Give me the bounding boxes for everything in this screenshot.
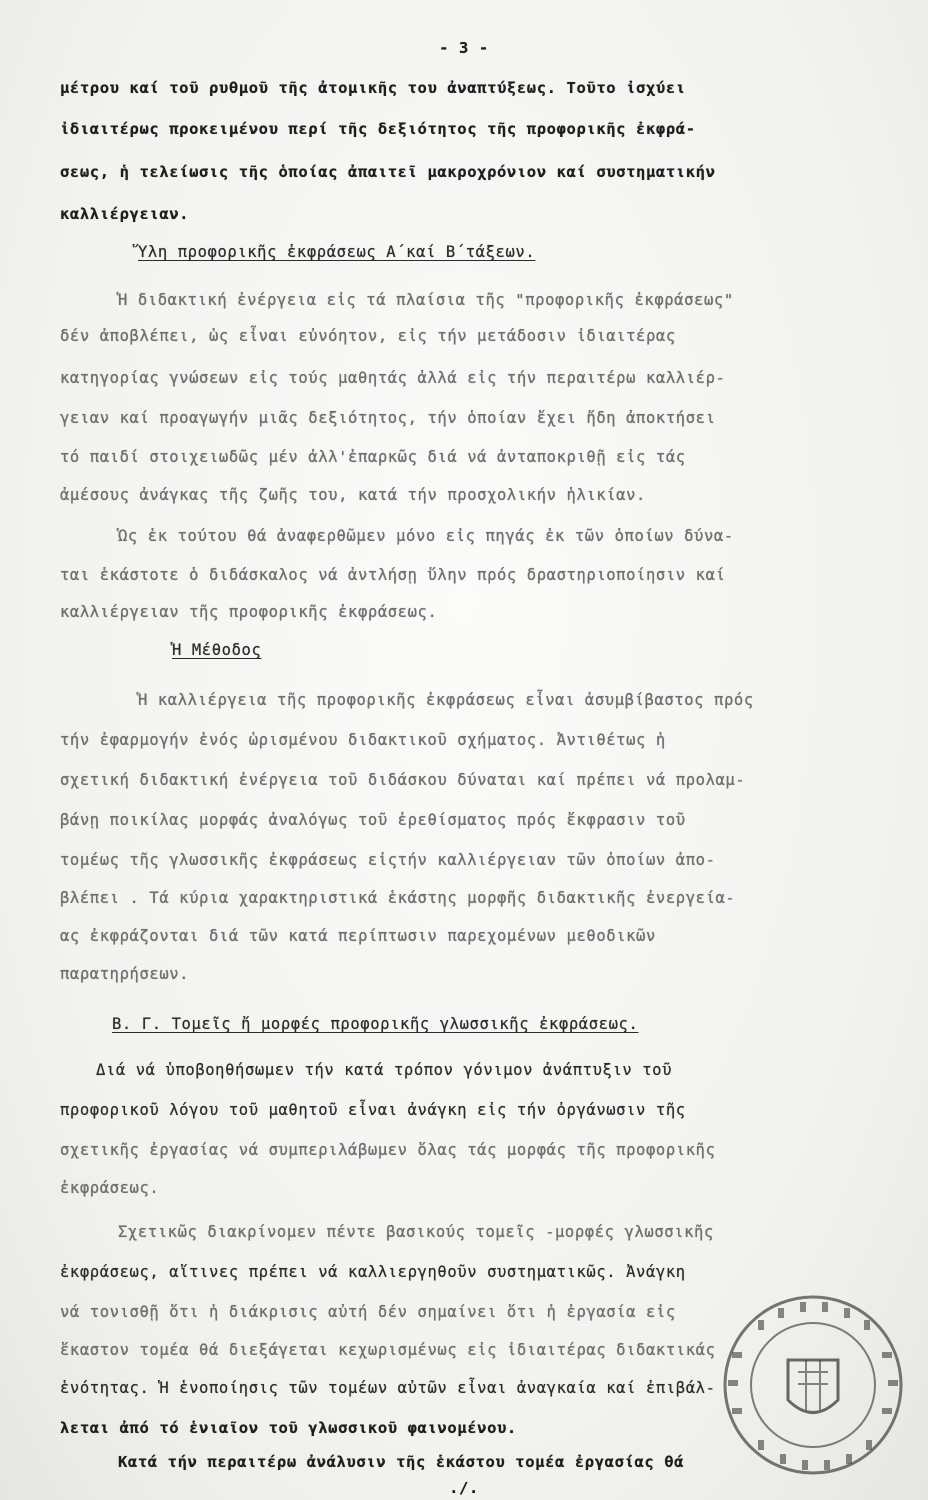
- text-line: τό παιδί στοιχειωδῶς μέν ἀλλ'ἐπαρκῶς διά νά ἀνταποκριθῇ εἰς τάς: [60, 448, 686, 466]
- text-line: καλλιέργειαν τῆς προφορικῆς ἐκφράσεως.: [60, 603, 438, 621]
- text-line: σχετικῆς ἐργασίας νά συμπεριλάβωμεν ὅλας τάς μορφάς τῆς προφορικῆς: [60, 1141, 716, 1159]
- text-line: βάνῃ ποικίλας μορφάς ἀναλόγως τοῦ ἐρεθίσματος πρός ἔκφρασιν τοῦ: [60, 811, 686, 829]
- section-heading: Ὕλη προφορικῆς ἐκφράσεως Α΄καί Β΄τάξεων.: [138, 243, 536, 261]
- text-line: καλλιέργειαν.: [60, 205, 190, 223]
- continuation-mark: ./.: [449, 1479, 479, 1497]
- text-line: βλέπει . Τά κύρια χαρακτηριστικά ἑκάστης μορφῆς διδακτικῆς ἐνεργεία-: [60, 889, 736, 907]
- text-line: προφορικοῦ λόγου τοῦ μαθητοῦ εἶναι ἀνάγκη εἰς τήν ὀργάνωσιν τῆς: [60, 1101, 686, 1119]
- text-line: μέτρου καί τοῦ ρυθμοῦ τῆς ἀτομικῆς του ἀναπτύξεως. Τοῦτο ἰσχύει: [60, 79, 686, 97]
- text-line: παρατηρήσεων.: [60, 965, 190, 983]
- text-line: Ἡ διδακτική ἐνέργεια εἰς τά πλαίσια τῆς "προφορικῆς ἐκφράσεως": [118, 291, 734, 309]
- section-heading: Ἡ Μέθοδος: [172, 641, 262, 659]
- text-line: κατηγορίας γνώσεων εἰς τούς μαθητάς ἀλλά εἰς τήν περαιτέρω καλλιέρ-: [60, 369, 726, 387]
- text-line: Σχετικῶς διακρίνομεν πέντε βασικούς τομεῖς -μορφές γλωσσικῆς: [118, 1223, 714, 1241]
- page-number: - 3 -: [439, 39, 489, 57]
- text-line: τήν ἐφαρμογήν ἑνός ὡρισμένου διδακτικοῦ σχήματος. Ἀντιθέτως ἡ: [60, 731, 666, 749]
- text-line: Διά νά ὑποβοηθήσωμεν τήν κατά τρόπον γόνιμον ἀνάπτυξιν τοῦ: [96, 1061, 673, 1079]
- text-line: Κατά τήν περαιτέρω ἀνάλυσιν τῆς ἑκάστου τομέα ἐργασίας θά: [118, 1453, 685, 1471]
- section-heading: Β. Γ. Τομεῖς ἤ μορφές προφορικῆς γλωσσικῆς ἐκφράσεως.: [112, 1015, 639, 1033]
- text-line: ται ἑκάστοτε ὁ διδάσκαλος νά ἀντλήσῃ ὕλην πρός δραστηριοποίησιν καί: [60, 566, 726, 584]
- text-line: ἐκφράσεως.: [60, 1179, 160, 1197]
- text-line: δέν ἀποβλέπει, ὡς εἶναι εὐνόητον, εἰς τήν μετάδοσιν ἰδιαιτέρας: [60, 327, 676, 345]
- text-line: ἕκαστον τομέα θά διεξάγεται κεχωρισμένως εἰς ἰδιαιτέρας διδακτικάς: [60, 1341, 716, 1359]
- text-line: ἰδιαιτέρως προκειμένου περί τῆς δεξιότητος τῆς προφορικῆς ἐκφρά-: [60, 120, 696, 138]
- text-line: τομέως τῆς γλωσσικῆς ἐκφράσεως εἰςτήν καλλιέργειαν τῶν ὁποίων ἀπο-: [60, 851, 716, 869]
- text-line: σχετική διδακτική ἐνέργεια τοῦ διδάσκου δύναται καί πρέπει νά προλαμ-: [60, 771, 746, 789]
- text-line: Ὡς ἐκ τούτου θά ἀναφερθῶμεν μόνο εἰς πηγάς ἐκ τῶν ὁποίων δύνα-: [118, 527, 734, 545]
- library-seal-icon: [718, 1290, 908, 1480]
- text-line: Ἡ καλλιέργεια τῆς προφορικῆς ἐκφράσεως εἶναι ἀσυμβίβαστος πρός: [138, 691, 754, 709]
- text-line: γειαν καί προαγωγήν μιᾶς δεξιότητος, τήν ὁποίαν ἔχει ἤδη ἀποκτήσει: [60, 409, 716, 427]
- text-line: σεως, ἡ τελείωσις τῆς ὁποίας ἀπαιτεῖ μακροχρόνιον καί συστηματικήν: [60, 163, 716, 181]
- text-line: λεται ἀπό τό ἑνιαῖον τοῦ γλωσσικοῦ φαινομένου.: [60, 1419, 517, 1437]
- text-line: ας ἐκφράζονται διά τῶν κατά περίπτωσιν παρεχομένων μεθοδικῶν: [60, 927, 656, 945]
- text-line: ἐκφράσεως, αἵτινες πρέπει νά καλλιεργηθοῦν συστηματικῶς. Ἀνάγκη: [60, 1263, 686, 1281]
- text-line: ἀμέσους ἀνάγκας τῆς ζωῆς του, κατά τήν προσχολικήν ἡλικίαν.: [60, 486, 646, 504]
- text-line: ἑνότητας. Ἡ ἑνοποίησις τῶν τομέων αὐτῶν εἶναι ἀναγκαία καί ἐπιβάλ-: [60, 1379, 716, 1397]
- text-line: νά τονισθῇ ὅτι ἡ διάκρισις αὐτή δέν σημαίνει ὅτι ἡ ἐργασία εἰς: [60, 1303, 676, 1321]
